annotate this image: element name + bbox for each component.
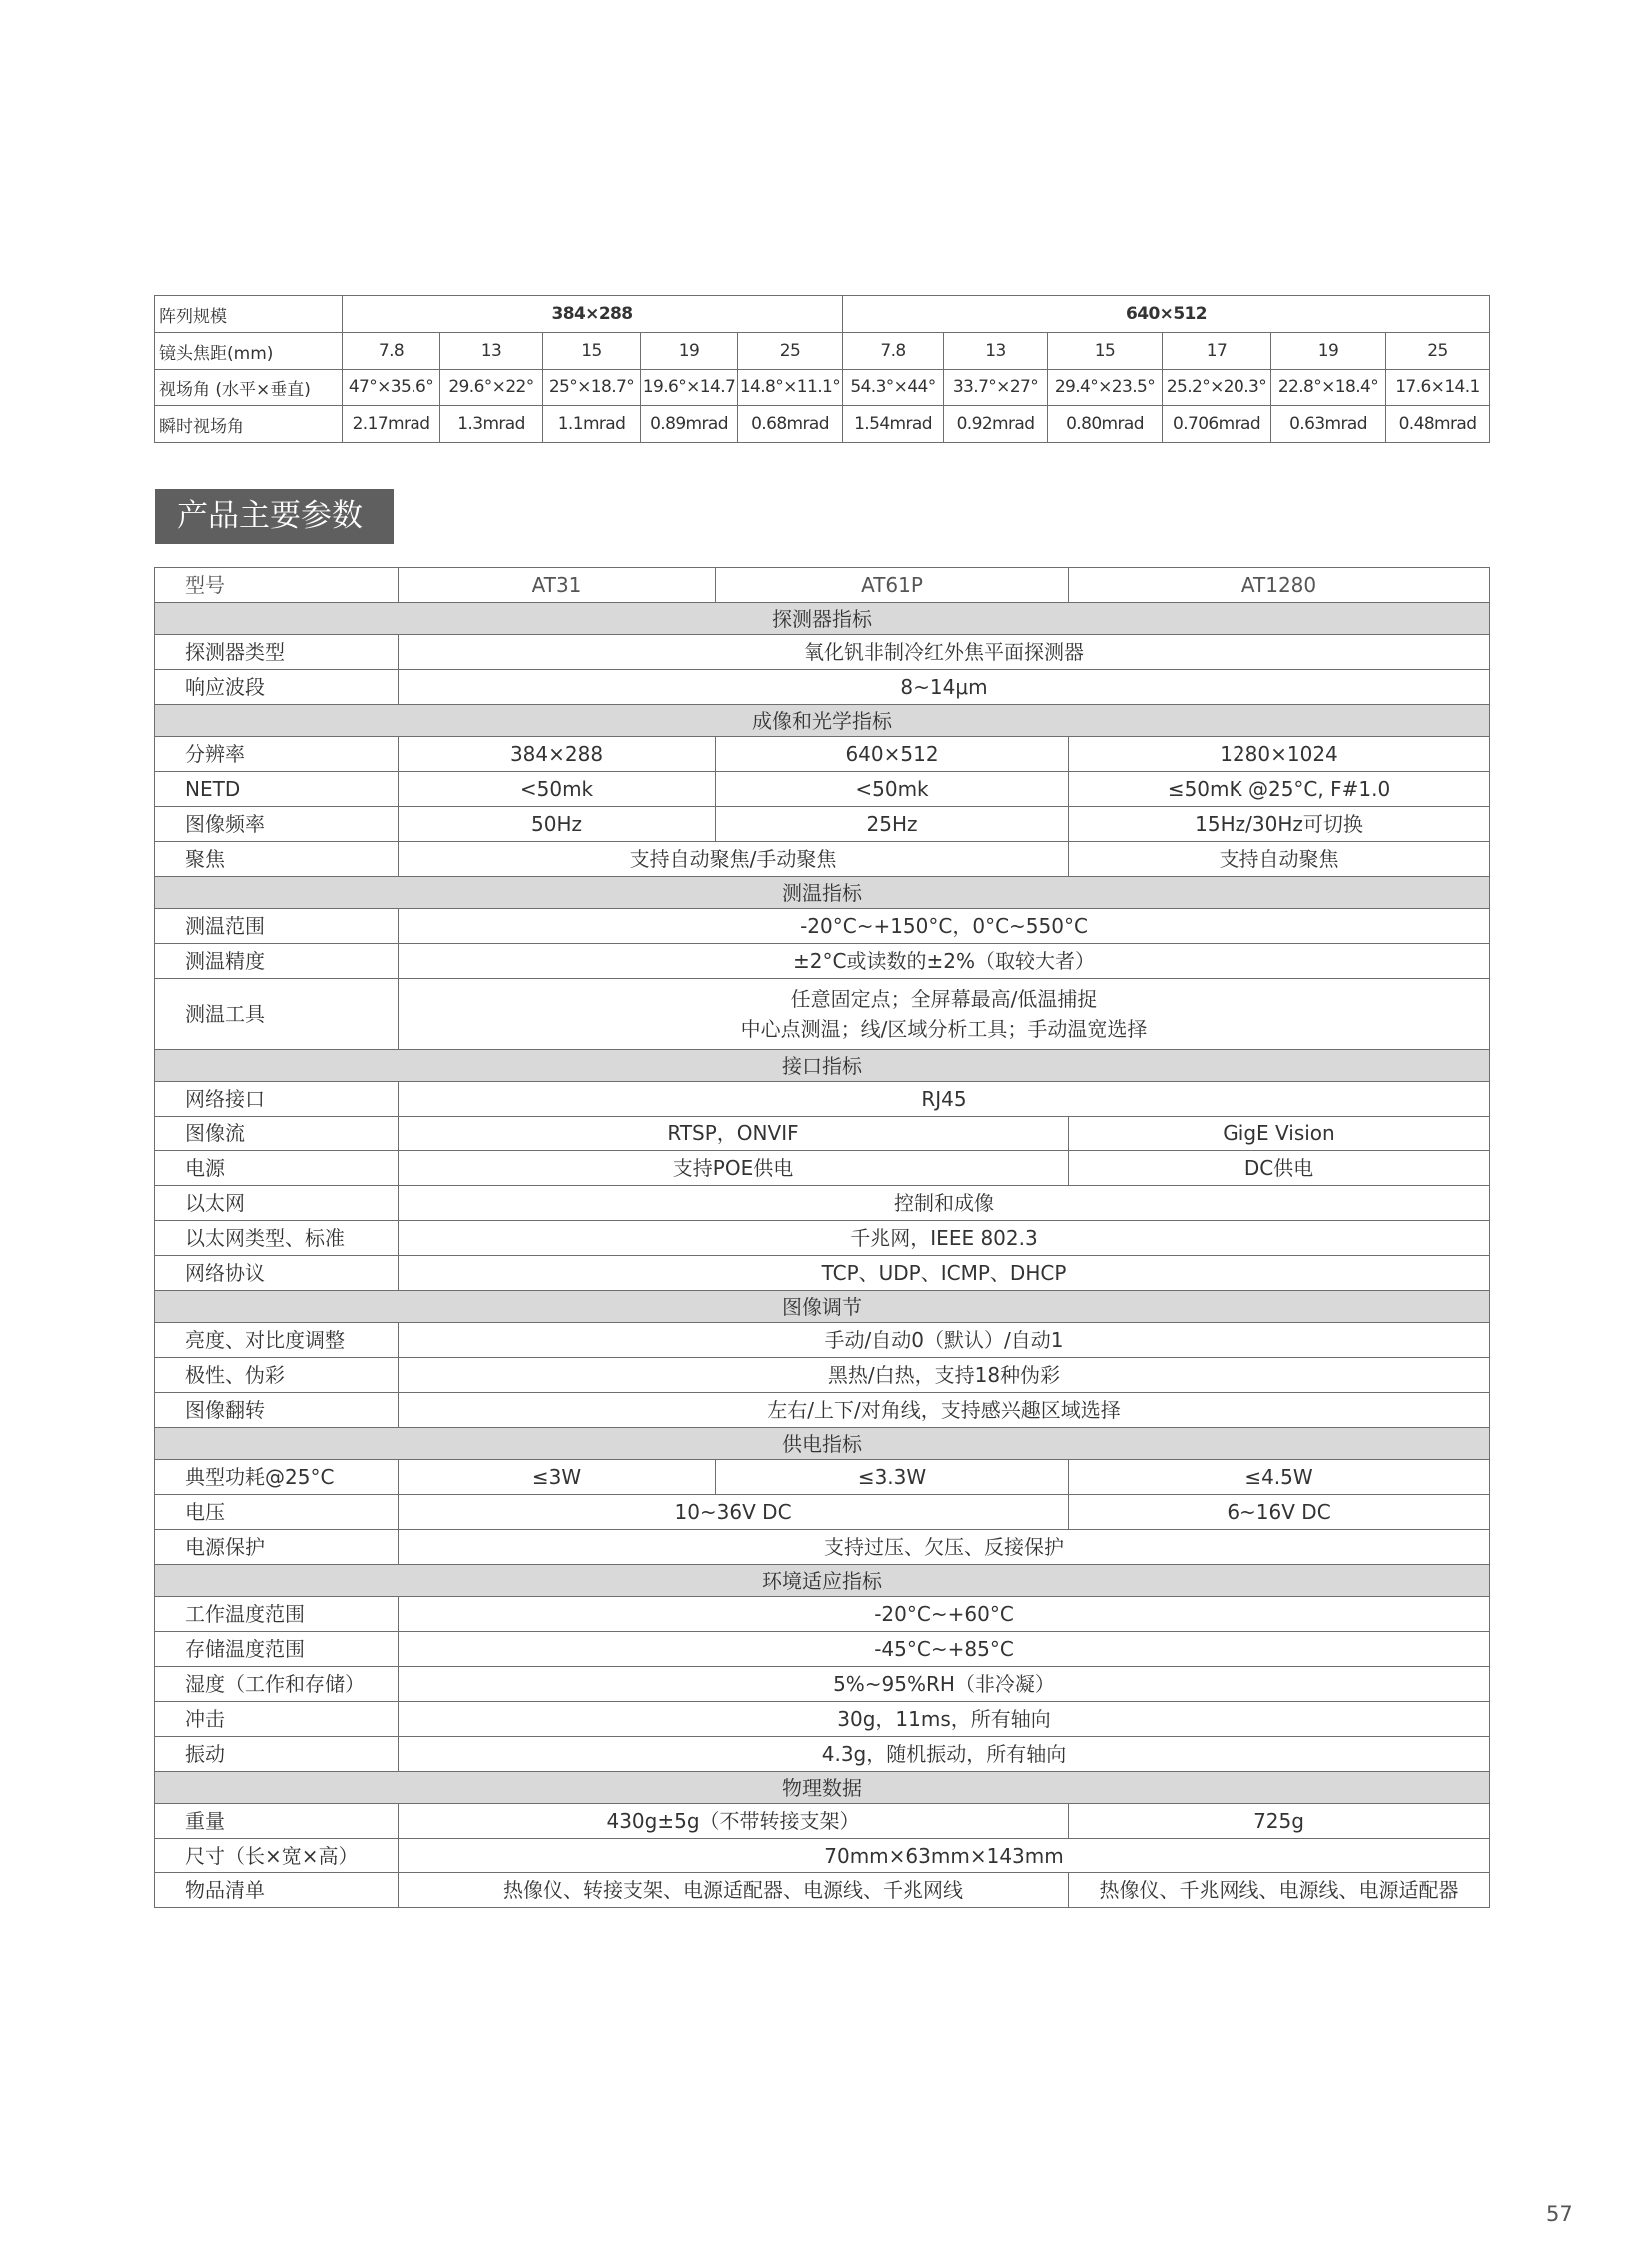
spec-row-netd [155,772,1490,807]
model-at31: AT31 [399,568,716,603]
spec-value: RTSP，ONVIF [399,1117,1069,1151]
spec-row-package [155,1873,1490,1908]
spec-label: 图像频率 [155,807,399,842]
spec-label: 电源保护 [155,1530,399,1565]
spec-label: 以太网 [155,1186,399,1221]
spec-row-focus [155,842,1490,877]
spec-value: 50Hz [399,807,716,842]
spec-row-resolution [155,737,1490,772]
lens-row-focal [155,333,1490,370]
spec-value: -45°C~+85°C [399,1632,1490,1667]
spec-value: 支持自动聚焦/手动聚焦 [399,842,1069,877]
spec-row-flip [155,1393,1490,1428]
category-temperature [155,877,1490,909]
spec-row-voltage [155,1495,1490,1530]
spec-value: 6~16V DC [1069,1495,1490,1530]
focal-cell: 7.8 [343,333,440,370]
spec-label: 物品清单 [155,1873,399,1908]
category-title: 成像和光学指标 [155,705,1490,737]
fov-cell: 17.6×14.1 [1386,370,1490,406]
category-title: 供电指标 [155,1428,1490,1460]
category-interface [155,1050,1490,1082]
spec-label: 典型功耗@25°C [155,1460,399,1495]
spec-value: 控制和成像 [399,1186,1490,1221]
spec-value: 8~14μm [399,670,1490,705]
spec-value: ≤3W [399,1460,716,1495]
spec-value: GigE Vision [1069,1117,1490,1151]
lens-table [154,295,1490,443]
section-title: 产品主要参数 [155,489,394,544]
focal-cell: 13 [944,333,1048,370]
spec-label: 电源 [155,1151,399,1186]
spec-label: 探测器类型 [155,635,399,670]
spec-value [399,979,1490,1050]
category-title: 探测器指标 [155,603,1490,635]
spec-row-stream [155,1117,1490,1151]
spec-label: 冲击 [155,1702,399,1737]
category-physical [155,1772,1490,1804]
spec-value: -20°C~+150°C，0°C~550°C [399,909,1490,944]
category-title: 物理数据 [155,1772,1490,1804]
spec-value: <50mk [399,772,716,807]
spec-row-power [155,1151,1490,1186]
category-environment [155,1565,1490,1597]
spec-row-band [155,670,1490,705]
spec-value: 15Hz/30Hz可切换 [1069,807,1490,842]
tools-line-2: 中心点测温；线/区域分析工具；手动温宽选择 [740,1017,1148,1041]
spec-label: 以太网类型、标准 [155,1221,399,1256]
spec-value: 640×512 [716,737,1069,772]
lens-label-ifov: 瞬时视场角 [155,406,343,443]
spec-value: ±2°C或读数的±2%（取较大者） [399,944,1490,979]
lens-label-fov: 视场角 (水平×垂直) [155,370,343,406]
spec-row-brightness [155,1323,1490,1358]
spec-value: 70mm×63mm×143mm [399,1839,1490,1873]
ifov-cell: 0.80mrad [1048,406,1163,443]
fov-cell: 25.2°×20.3° [1163,370,1271,406]
spec-value: 10~36V DC [399,1495,1069,1530]
category-title: 测温指标 [155,877,1490,909]
spec-row-detector-type [155,635,1490,670]
fov-cell: 33.7°×27° [944,370,1048,406]
spec-label: 尺寸（长×宽×高） [155,1839,399,1873]
spec-table [154,567,1490,1908]
spec-value: 4.3g，随机振动，所有轴向 [399,1737,1490,1772]
spec-row-framerate [155,807,1490,842]
tools-line-1: 任意固定点；全屏幕最高/低温捕捉 [790,987,1098,1011]
spec-label: 测温工具 [155,979,399,1050]
spec-label: 聚焦 [155,842,399,877]
lens-label-array: 阵列规模 [155,296,343,333]
spec-label: 测温范围 [155,909,399,944]
array-group-384: 384×288 [343,296,843,333]
ifov-cell: 1.3mrad [440,406,543,443]
category-title: 图像调节 [155,1291,1490,1323]
spec-value: 氧化钒非制冷红外焦平面探测器 [399,635,1490,670]
spec-label: 图像翻转 [155,1393,399,1428]
spec-value: 30g，11ms，所有轴向 [399,1702,1490,1737]
fov-cell: 54.3°×44° [843,370,944,406]
array-group-640: 640×512 [843,296,1490,333]
spec-label: 图像流 [155,1117,399,1151]
spec-value: 千兆网，IEEE 802.3 [399,1221,1490,1256]
fov-cell: 19.6°×14.7 [641,370,738,406]
focal-cell: 13 [440,333,543,370]
spec-label-model: 型号 [155,568,399,603]
spec-value: TCP、UDP、ICMP、DHCP [399,1256,1490,1291]
model-at61p: AT61P [716,568,1069,603]
fov-cell: 14.8°×11.1° [738,370,843,406]
spec-row-protection [155,1530,1490,1565]
ifov-cell: 0.63mrad [1271,406,1386,443]
spec-label: 工作温度范围 [155,1597,399,1632]
spec-row-vibration [155,1737,1490,1772]
fov-cell: 22.8°×18.4° [1271,370,1386,406]
spec-row-consumption [155,1460,1490,1495]
lens-label-focal: 镜头焦距(mm) [155,333,343,370]
ifov-cell: 0.48mrad [1386,406,1490,443]
spec-row-humidity [155,1667,1490,1702]
ifov-cell: 0.68mrad [738,406,843,443]
focal-cell: 15 [543,333,641,370]
spec-value: 5%~95%RH（非冷凝） [399,1667,1490,1702]
spec-value: 支持过压、欠压、反接保护 [399,1530,1490,1565]
fov-cell: 29.4°×23.5° [1048,370,1163,406]
spec-label: 极性、伪彩 [155,1358,399,1393]
category-title: 环境适应指标 [155,1565,1490,1597]
fov-cell: 25°×18.7° [543,370,641,406]
spec-value: RJ45 [399,1082,1490,1117]
lens-row-ifov [155,406,1490,443]
category-title: 接口指标 [155,1050,1490,1082]
focal-cell: 25 [738,333,843,370]
model-at1280: AT1280 [1069,568,1490,603]
spec-value: <50mk [716,772,1069,807]
focal-cell: 19 [641,333,738,370]
spec-row-network [155,1082,1490,1117]
spec-value: 25Hz [716,807,1069,842]
spec-label: 电压 [155,1495,399,1530]
spec-label: 网络接口 [155,1082,399,1117]
spec-value: 支持自动聚焦 [1069,842,1490,877]
spec-value: 热像仪、千兆网线、电源线、电源适配器 [1069,1873,1490,1908]
spec-value: ≤50mK @25°C, F#1.0 [1069,772,1490,807]
ifov-cell: 2.17mrad [343,406,440,443]
category-power-supply [155,1428,1490,1460]
focal-cell: 19 [1271,333,1386,370]
page-number: 57 [1546,2202,1573,2226]
lens-row-array [155,296,1490,333]
spec-value: 725g [1069,1804,1490,1839]
focal-cell: 15 [1048,333,1163,370]
spec-value: DC供电 [1069,1151,1490,1186]
spec-value: 支持POE供电 [399,1151,1069,1186]
spec-label: 测温精度 [155,944,399,979]
spec-row-protocol [155,1256,1490,1291]
spec-label: NETD [155,772,399,807]
spec-value: ≤3.3W [716,1460,1069,1495]
spec-value: -20°C~+60°C [399,1597,1490,1632]
ifov-cell: 1.1mrad [543,406,641,443]
spec-label: 湿度（工作和存储） [155,1667,399,1702]
spec-row-ethernet [155,1186,1490,1221]
spec-value: 热像仪、转接支架、电源适配器、电源线、千兆网线 [399,1873,1069,1908]
spec-value: 手动/自动0（默认）/自动1 [399,1323,1490,1358]
spec-row-size [155,1839,1490,1873]
spec-label: 亮度、对比度调整 [155,1323,399,1358]
spec-value: 左右/上下/对角线，支持感兴趣区域选择 [399,1393,1490,1428]
spec-value: 1280×1024 [1069,737,1490,772]
focal-cell: 7.8 [843,333,944,370]
spec-label: 振动 [155,1737,399,1772]
ifov-cell: 0.706mrad [1163,406,1271,443]
spec-row-temp-accuracy [155,944,1490,979]
spec-label: 存储温度范围 [155,1632,399,1667]
category-detector [155,603,1490,635]
category-image-adjust [155,1291,1490,1323]
spec-label: 网络协议 [155,1256,399,1291]
spec-value: ≤4.5W [1069,1460,1490,1495]
spec-label: 分辨率 [155,737,399,772]
spec-row-storage-temp [155,1632,1490,1667]
fov-cell: 47°×35.6° [343,370,440,406]
focal-cell: 17 [1163,333,1271,370]
spec-row-polarity [155,1358,1490,1393]
ifov-cell: 1.54mrad [843,406,944,443]
fov-cell: 29.6°×22° [440,370,543,406]
lens-row-fov [155,370,1490,406]
category-imaging [155,705,1490,737]
spec-row-weight [155,1804,1490,1839]
spec-value: 430g±5g（不带转接支架） [399,1804,1069,1839]
spec-label: 响应波段 [155,670,399,705]
spec-label: 重量 [155,1804,399,1839]
spec-row-ethernet-type [155,1221,1490,1256]
spec-row-model [155,568,1490,603]
focal-cell: 25 [1386,333,1490,370]
spec-row-work-temp [155,1597,1490,1632]
spec-value: 384×288 [399,737,716,772]
spec-row-temp-range [155,909,1490,944]
ifov-cell: 0.89mrad [641,406,738,443]
spec-row-shock [155,1702,1490,1737]
spec-value: 黑热/白热，支持18种伪彩 [399,1358,1490,1393]
ifov-cell: 0.92mrad [944,406,1048,443]
spec-row-temp-tools [155,979,1490,1050]
